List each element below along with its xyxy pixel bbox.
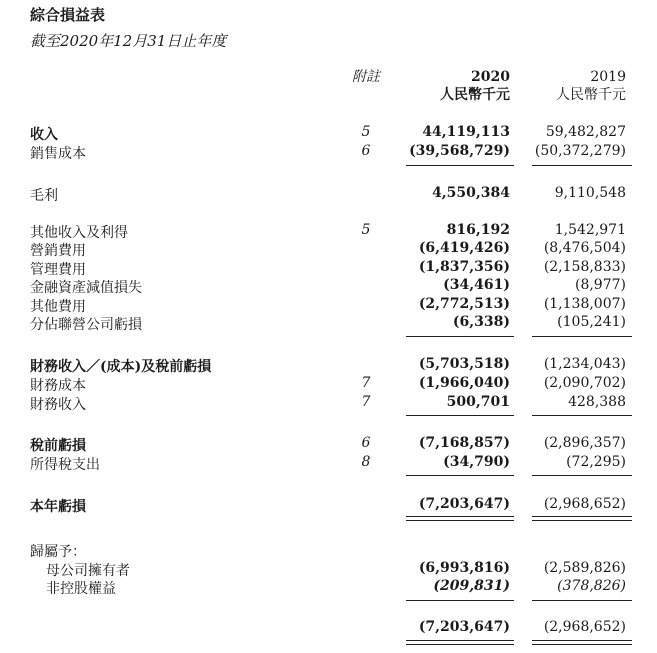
row-value-2019: (2,968,652) [543,619,626,635]
row-label: 財務收入 [30,397,86,413]
row-label: 其他收入及利得 [30,225,128,241]
row-label: 稅前虧損 [30,438,86,454]
row-note: 5 [361,222,371,238]
row-label: 其他費用 [30,299,86,315]
row-value-2020: (39,568,729) [409,143,510,159]
row-value-2019: (2,158,833) [543,259,626,275]
table-row [0,143,657,161]
row-value-2020: (6,419,426) [418,240,510,256]
row-value-2019: 9,110,548 [554,185,626,201]
row-note: 7 [361,394,371,410]
subtotal-rule [532,336,632,337]
row-value-2020: 816,192 [446,222,510,238]
current-year-label: 2020 [471,69,510,85]
table-row [0,454,657,472]
row-value-2019: (2,896,357) [543,435,626,451]
row-label: 非控股權益 [46,581,116,597]
prior-year-header [520,68,626,104]
table-row [0,240,657,258]
row-value-2019: (1,138,007) [543,296,626,312]
row-value-2019: (105,241) [557,314,626,330]
row-note: 6 [361,435,371,451]
row-note: 7 [361,375,371,391]
table-row [0,435,657,453]
current-year-header [400,68,510,104]
table-row [0,296,657,314]
table-row [0,222,657,240]
row-value-2020: (7,168,857) [418,435,510,451]
row-note: 5 [361,124,371,140]
statement-period: 截至2020年12月31日止年度 [30,32,227,50]
table-row [0,259,657,277]
table-row [0,560,657,578]
statement-title: 綜合損益表 [30,6,106,24]
row-value-2020: (1,966,040) [418,375,510,391]
subtotal-rule [406,415,514,416]
table-row [0,314,657,332]
row-label: 管理費用 [30,262,86,278]
table-row [0,277,657,295]
row-value-2020: (34,790) [443,454,510,470]
row-note: 8 [361,454,371,470]
row-value-2020: (209,831) [433,578,510,594]
row-value-2020: (1,837,356) [418,259,510,275]
row-value-2019: (2,968,652) [543,496,626,512]
current-year-unit: 人民幣千元 [440,87,510,103]
note-column-header: 附註 [352,69,380,85]
table-row [0,185,657,203]
prior-year-unit: 人民幣千元 [556,87,626,103]
subtotal-rule [406,475,514,476]
row-label: 財務收入／(成本)及稅前虧損 [30,359,212,375]
row-label: 本年虧損 [30,499,86,515]
row-label: 銷售成本 [30,146,86,162]
row-value-2020: 4,550,384 [432,185,510,201]
subtotal-rule [532,475,632,476]
row-note: 6 [361,143,371,159]
total-double-rule [532,516,632,521]
table-row [0,541,657,559]
table-row [0,394,657,412]
total-double-rule [532,640,632,645]
row-label: 毛利 [30,188,58,204]
row-value-2020: (6,993,816) [418,560,510,576]
prior-year-label: 2019 [590,69,626,85]
row-value-2020: (7,203,647) [418,496,510,512]
row-value-2020: (34,461) [443,277,510,293]
row-value-2020: (5,703,518) [418,356,510,372]
subtotal-rule [532,415,632,416]
row-value-2020: 44,119,113 [422,124,510,140]
row-value-2019: (8,476,504) [543,240,626,256]
subtotal-rule [532,600,632,601]
row-value-2020: 500,701 [446,394,510,410]
row-value-2020: (6,338) [452,314,510,330]
row-value-2020: (7,203,647) [418,619,510,635]
row-label: 歸屬予： [30,544,86,560]
table-row [0,578,657,596]
row-value-2019: (50,372,279) [534,143,626,159]
row-value-2019: (378,826) [557,578,626,594]
total-double-rule [406,516,514,521]
row-value-2019: (8,977) [574,277,626,293]
table-row [0,124,657,142]
total-double-rule [406,640,514,645]
row-value-2019: 1,542,971 [554,222,626,238]
row-label: 母公司擁有者 [46,563,130,579]
table-row [0,356,657,374]
row-value-2019: (2,589,826) [543,560,626,576]
table-row [0,375,657,393]
subtotal-rule [406,600,514,601]
row-label: 收入 [30,127,58,143]
row-value-2019: 428,388 [568,394,626,410]
row-label: 財務成本 [30,378,86,394]
row-value-2020: (2,772,513) [418,296,510,312]
subtotal-rule [406,336,514,337]
row-label: 所得稅支出 [30,457,100,473]
row-value-2019: (1,234,043) [543,356,626,372]
row-label: 金融資產減值損失 [30,280,142,296]
row-label: 分佔聯營公司虧損 [30,317,142,333]
subtotal-rule [406,165,514,166]
subtotal-rule [532,165,632,166]
row-value-2019: 59,482,827 [545,124,626,140]
row-label: 營銷費用 [30,243,86,259]
table-row [0,496,657,514]
row-value-2019: (72,295) [566,454,626,470]
row-value-2019: (2,090,702) [543,375,626,391]
table-row [0,619,657,637]
